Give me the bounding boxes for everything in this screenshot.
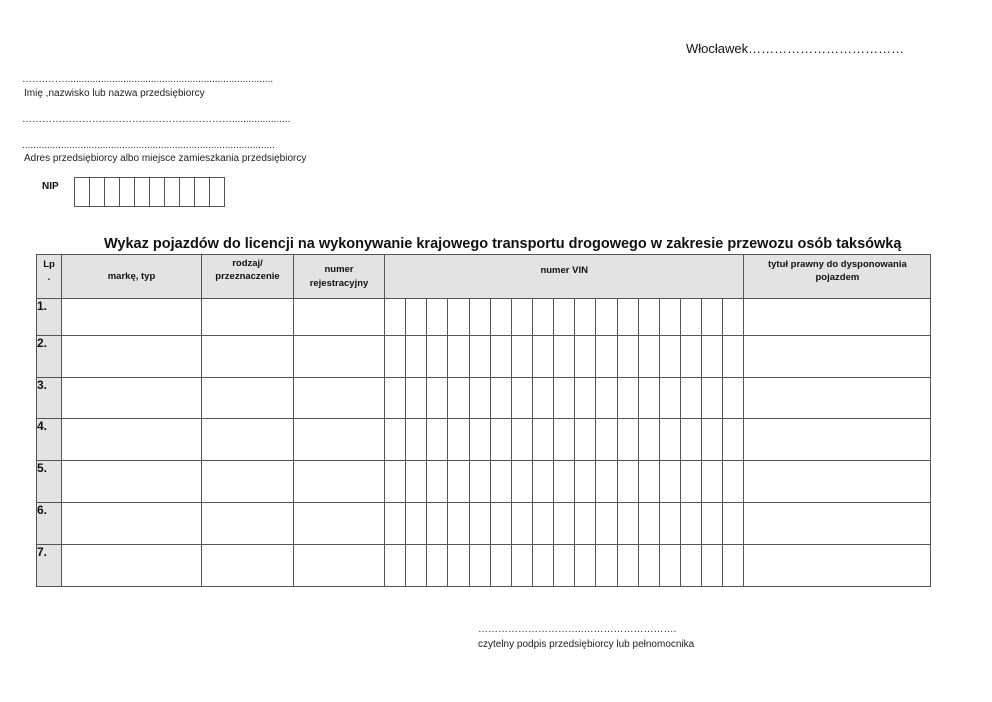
nip-digit-box[interactable] bbox=[149, 177, 165, 207]
cell-vin-char[interactable] bbox=[511, 419, 532, 461]
header-numer-line1: numer bbox=[324, 263, 354, 275]
cell-vin-char[interactable] bbox=[575, 299, 596, 336]
cell-vin-char[interactable] bbox=[406, 461, 427, 503]
row-number: 2. bbox=[37, 336, 62, 378]
cell-vin-char[interactable] bbox=[617, 419, 638, 461]
cell-numer-rejestracyjny[interactable] bbox=[294, 299, 385, 336]
cell-vin-char[interactable] bbox=[469, 378, 490, 419]
cell-vin-char[interactable] bbox=[617, 503, 638, 545]
cell-vin-char[interactable] bbox=[385, 299, 406, 336]
table-row bbox=[37, 503, 931, 545]
cell-vin-char[interactable] bbox=[723, 461, 744, 503]
cell-vin-char[interactable] bbox=[511, 545, 532, 587]
cell-vin-char[interactable] bbox=[659, 545, 680, 587]
cell-vin-char[interactable] bbox=[723, 336, 744, 378]
cell-vin-char[interactable] bbox=[680, 545, 701, 587]
cell-vin-char[interactable] bbox=[532, 378, 553, 419]
table-row bbox=[37, 545, 931, 587]
cell-vin-char[interactable] bbox=[554, 419, 575, 461]
table-row bbox=[37, 336, 931, 378]
cell-vin-char[interactable] bbox=[596, 545, 617, 587]
nip-digit-box[interactable] bbox=[134, 177, 150, 207]
cell-vin-char[interactable] bbox=[723, 545, 744, 587]
cell-vin-char[interactable] bbox=[680, 419, 701, 461]
cell-vin-char[interactable] bbox=[448, 545, 469, 587]
cell-vin-char[interactable] bbox=[469, 461, 490, 503]
cell-vin-char[interactable] bbox=[596, 336, 617, 378]
cell-marka[interactable] bbox=[62, 503, 202, 545]
cell-vin-char[interactable] bbox=[406, 336, 427, 378]
cell-vin-char[interactable] bbox=[723, 378, 744, 419]
cell-vin-char[interactable] bbox=[575, 545, 596, 587]
row-number: 1. bbox=[37, 299, 62, 336]
cell-vin-char[interactable] bbox=[617, 378, 638, 419]
header-lp bbox=[37, 255, 62, 299]
cell-vin-char[interactable] bbox=[638, 461, 659, 503]
cell-marka[interactable] bbox=[62, 378, 202, 419]
cell-vin-char[interactable] bbox=[575, 378, 596, 419]
cell-vin-char[interactable] bbox=[723, 503, 744, 545]
cell-vin-char[interactable] bbox=[702, 503, 723, 545]
cell-tytul-prawny[interactable] bbox=[744, 419, 931, 461]
cell-numer-rejestracyjny[interactable] bbox=[294, 378, 385, 419]
cell-vin-char[interactable] bbox=[638, 299, 659, 336]
cell-marka[interactable] bbox=[62, 545, 202, 587]
row-number: 7. bbox=[37, 545, 62, 587]
cell-vin-char[interactable] bbox=[469, 419, 490, 461]
header-rodzaj-line1: rodzaj/ bbox=[232, 258, 263, 269]
cell-numer-rejestracyjny[interactable] bbox=[294, 419, 385, 461]
cell-vin-char[interactable] bbox=[659, 419, 680, 461]
cell-vin-char[interactable] bbox=[448, 299, 469, 336]
header-lp-text: Lp bbox=[43, 259, 55, 270]
cell-numer-rejestracyjny[interactable] bbox=[294, 545, 385, 587]
nip-digit-box[interactable] bbox=[89, 177, 105, 207]
header-lp-dot: . bbox=[47, 272, 51, 283]
cell-vin-char[interactable] bbox=[490, 461, 511, 503]
cell-numer-rejestracyjny[interactable] bbox=[294, 503, 385, 545]
cell-vin-char[interactable] bbox=[659, 461, 680, 503]
nip-digit-box[interactable] bbox=[74, 177, 90, 207]
header-numer-rejestracyjny bbox=[294, 255, 385, 299]
nip-digit-box[interactable] bbox=[194, 177, 210, 207]
vehicle-list-table bbox=[36, 254, 931, 587]
cell-vin-char[interactable] bbox=[617, 336, 638, 378]
cell-vin-char[interactable] bbox=[575, 419, 596, 461]
cell-vin-char[interactable] bbox=[659, 378, 680, 419]
header-marka: markę, typ bbox=[62, 255, 202, 299]
nip-label: NIP bbox=[42, 181, 59, 192]
cell-tytul-prawny[interactable] bbox=[744, 336, 931, 378]
cell-vin-char[interactable] bbox=[680, 336, 701, 378]
nip-digit-box[interactable] bbox=[104, 177, 120, 207]
cell-vin-char[interactable] bbox=[617, 545, 638, 587]
nip-digit-box[interactable] bbox=[209, 177, 225, 207]
cell-vin-char[interactable] bbox=[469, 299, 490, 336]
signature-dotted-line: …………………………..………………………. bbox=[478, 624, 677, 635]
cell-vin-char[interactable] bbox=[532, 503, 553, 545]
cell-vin-char[interactable] bbox=[511, 336, 532, 378]
cell-vin-char[interactable] bbox=[554, 336, 575, 378]
cell-marka[interactable] bbox=[62, 419, 202, 461]
table-header-row bbox=[37, 255, 931, 299]
cell-vin-char[interactable] bbox=[427, 419, 448, 461]
cell-rodzaj[interactable] bbox=[202, 461, 294, 503]
cell-vin-char[interactable] bbox=[511, 503, 532, 545]
cell-vin-char[interactable] bbox=[554, 461, 575, 503]
cell-vin-char[interactable] bbox=[448, 503, 469, 545]
cell-rodzaj[interactable] bbox=[202, 299, 294, 336]
header-tytul-prawny bbox=[744, 255, 931, 299]
cell-vin-char[interactable] bbox=[680, 299, 701, 336]
cell-vin-char[interactable] bbox=[448, 378, 469, 419]
cell-vin-char[interactable] bbox=[596, 419, 617, 461]
nip-digit-box[interactable] bbox=[119, 177, 135, 207]
cell-vin-char[interactable] bbox=[723, 299, 744, 336]
cell-vin-char[interactable] bbox=[532, 419, 553, 461]
nip-digit-box[interactable] bbox=[179, 177, 195, 207]
cell-vin-char[interactable] bbox=[490, 419, 511, 461]
cell-vin-char[interactable] bbox=[596, 461, 617, 503]
cell-vin-char[interactable] bbox=[638, 419, 659, 461]
cell-vin-char[interactable] bbox=[385, 503, 406, 545]
cell-rodzaj[interactable] bbox=[202, 336, 294, 378]
header-numer-line2: rejestracyjny bbox=[309, 277, 369, 289]
table-row bbox=[37, 461, 931, 503]
cell-vin-char[interactable] bbox=[406, 378, 427, 419]
header-tytul-line1: tytuł prawny do dysponowania bbox=[767, 259, 907, 270]
cell-vin-char[interactable] bbox=[406, 419, 427, 461]
cell-vin-char[interactable] bbox=[680, 378, 701, 419]
table-row bbox=[37, 378, 931, 419]
cell-vin-char[interactable] bbox=[385, 378, 406, 419]
cell-vin-char[interactable] bbox=[659, 299, 680, 336]
cell-rodzaj[interactable] bbox=[202, 503, 294, 545]
header-tytul-line2: pojazdem bbox=[815, 272, 860, 283]
nip-digit-box[interactable] bbox=[164, 177, 180, 207]
row-number: 6. bbox=[37, 503, 62, 545]
cell-vin-char[interactable] bbox=[680, 503, 701, 545]
cell-vin-char[interactable] bbox=[406, 503, 427, 545]
header-vin: numer VIN bbox=[385, 255, 744, 299]
cell-vin-char[interactable] bbox=[554, 545, 575, 587]
table-row bbox=[37, 299, 931, 336]
cell-marka[interactable] bbox=[62, 461, 202, 503]
address-label: Adres przedsiębiorcy albo miejsce zamieszkania przedsiębiorcy bbox=[24, 153, 307, 164]
address-dotted-line-1: ………………………………………………………..................... bbox=[22, 114, 291, 125]
cell-vin-char[interactable] bbox=[469, 503, 490, 545]
cell-vin-char[interactable] bbox=[532, 461, 553, 503]
cell-vin-char[interactable] bbox=[702, 378, 723, 419]
cell-rodzaj[interactable] bbox=[202, 419, 294, 461]
cell-vin-char[interactable] bbox=[490, 503, 511, 545]
cell-vin-char[interactable] bbox=[406, 545, 427, 587]
cell-vin-char[interactable] bbox=[427, 503, 448, 545]
cell-vin-char[interactable] bbox=[702, 336, 723, 378]
cell-vin-char[interactable] bbox=[448, 336, 469, 378]
cell-vin-char[interactable] bbox=[427, 378, 448, 419]
document-title: Wykaz pojazdów do licencji na wykonywanie krajowego transportu drogowego w zakresie przewozu osób taksówką bbox=[104, 236, 902, 252]
cell-vin-char[interactable] bbox=[596, 503, 617, 545]
cell-vin-char[interactable] bbox=[680, 461, 701, 503]
cell-vin-char[interactable] bbox=[596, 378, 617, 419]
header-rodzaj-line2: przeznaczenie bbox=[215, 271, 280, 282]
cell-vin-char[interactable] bbox=[638, 503, 659, 545]
table-row bbox=[37, 419, 931, 461]
cell-vin-char[interactable] bbox=[490, 545, 511, 587]
cell-vin-char[interactable] bbox=[469, 545, 490, 587]
cell-vin-char[interactable] bbox=[511, 378, 532, 419]
header-rodzaj bbox=[202, 255, 294, 299]
row-number: 4. bbox=[37, 419, 62, 461]
cell-rodzaj[interactable] bbox=[202, 545, 294, 587]
cell-tytul-prawny[interactable] bbox=[744, 545, 931, 587]
name-label: Imię ,nazwisko lub nazwa przedsiębiorcy bbox=[24, 88, 205, 99]
name-dotted-line: …….……........................................................................... bbox=[22, 74, 274, 85]
cell-vin-char[interactable] bbox=[532, 299, 553, 336]
cell-vin-char[interactable] bbox=[702, 419, 723, 461]
signature-label: czytelny podpis przedsiębiorcy lub pełnomocnika bbox=[478, 639, 695, 650]
cell-vin-char[interactable] bbox=[702, 461, 723, 503]
cell-marka[interactable] bbox=[62, 299, 202, 336]
cell-vin-char[interactable] bbox=[427, 336, 448, 378]
city-date-line: Włocławek……………………………… bbox=[686, 41, 905, 56]
cell-vin-char[interactable] bbox=[554, 503, 575, 545]
cell-vin-char[interactable] bbox=[385, 461, 406, 503]
cell-vin-char[interactable] bbox=[617, 299, 638, 336]
cell-vin-char[interactable] bbox=[427, 545, 448, 587]
cell-marka[interactable] bbox=[62, 336, 202, 378]
cell-vin-char[interactable] bbox=[385, 336, 406, 378]
cell-vin-char[interactable] bbox=[427, 299, 448, 336]
cell-vin-char[interactable] bbox=[427, 461, 448, 503]
cell-tytul-prawny[interactable] bbox=[744, 299, 931, 336]
cell-vin-char[interactable] bbox=[638, 336, 659, 378]
cell-vin-char[interactable] bbox=[617, 461, 638, 503]
cell-vin-char[interactable] bbox=[511, 299, 532, 336]
cell-tytul-prawny[interactable] bbox=[744, 503, 931, 545]
cell-vin-char[interactable] bbox=[596, 299, 617, 336]
cell-vin-char[interactable] bbox=[659, 336, 680, 378]
cell-vin-char[interactable] bbox=[702, 545, 723, 587]
cell-vin-char[interactable] bbox=[490, 299, 511, 336]
cell-vin-char[interactable] bbox=[723, 419, 744, 461]
cell-vin-char[interactable] bbox=[638, 545, 659, 587]
row-number: 5. bbox=[37, 461, 62, 503]
cell-vin-char[interactable] bbox=[385, 545, 406, 587]
cell-vin-char[interactable] bbox=[638, 378, 659, 419]
cell-vin-char[interactable] bbox=[490, 336, 511, 378]
cell-vin-char[interactable] bbox=[385, 419, 406, 461]
cell-numer-rejestracyjny[interactable] bbox=[294, 336, 385, 378]
cell-vin-char[interactable] bbox=[575, 503, 596, 545]
cell-vin-char[interactable] bbox=[511, 461, 532, 503]
cell-vin-char[interactable] bbox=[702, 299, 723, 336]
cell-tytul-prawny[interactable] bbox=[744, 461, 931, 503]
nip-input-boxes[interactable] bbox=[75, 177, 225, 207]
cell-vin-char[interactable] bbox=[554, 299, 575, 336]
cell-vin-char[interactable] bbox=[448, 419, 469, 461]
cell-vin-char[interactable] bbox=[575, 461, 596, 503]
cell-vin-char[interactable] bbox=[532, 545, 553, 587]
cell-vin-char[interactable] bbox=[406, 299, 427, 336]
cell-vin-char[interactable] bbox=[469, 336, 490, 378]
cell-vin-char[interactable] bbox=[659, 503, 680, 545]
cell-vin-char[interactable] bbox=[532, 336, 553, 378]
cell-rodzaj[interactable] bbox=[202, 378, 294, 419]
cell-vin-char[interactable] bbox=[490, 378, 511, 419]
row-number: 3. bbox=[37, 378, 62, 419]
cell-vin-char[interactable] bbox=[575, 336, 596, 378]
cell-numer-rejestracyjny[interactable] bbox=[294, 461, 385, 503]
cell-tytul-prawny[interactable] bbox=[744, 378, 931, 419]
cell-vin-char[interactable] bbox=[448, 461, 469, 503]
cell-vin-char[interactable] bbox=[554, 378, 575, 419]
address-dotted-line-2: ........................................................................................... bbox=[22, 140, 275, 151]
